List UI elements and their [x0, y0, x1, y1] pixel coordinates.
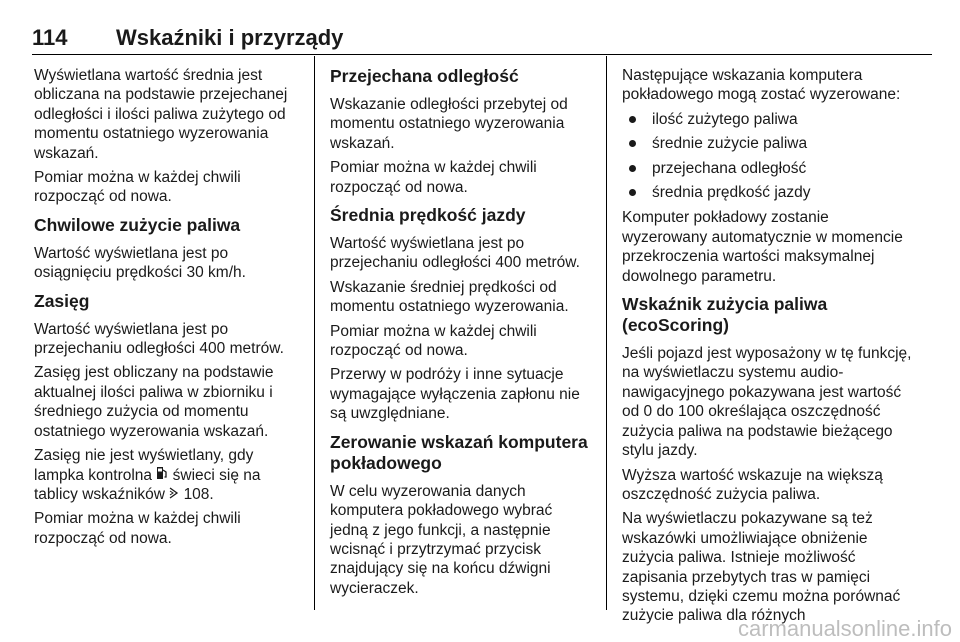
column-divider — [606, 56, 607, 610]
fuel-pump-icon — [156, 466, 168, 485]
paragraph: W celu wyzerowania danych komputera pokładowego wybrać jedną z jego funkcji, a następnie wcisnąć i przytrzymać przycisk znajdujący się na końcu dźwigni wycieraczek. — [330, 482, 553, 597]
section-heading-range: Zasięg — [34, 290, 90, 311]
section-heading-average-speed: Średnia prędkość jazdy — [330, 205, 526, 226]
section-heading-distance: Przejechana odległość — [330, 66, 519, 86]
paragraph: Na wyświetlaczu pokazywane są też wskazówki umożliwiające obniżenie zużycia paliwa. Istnieje możliwość zapisania przebytych tras w pamięci systemu, dzięki czemu można porównać zużycie paliwa dla różnych — [622, 510, 901, 625]
watermark: carmanualsonline.info — [737, 616, 952, 641]
section-heading-reset: Zerowanie wskazań komputera pokładowego — [330, 431, 588, 473]
column-1 — [34, 66, 306, 553]
paragraph: Wartość wyświetlana jest po przejechaniu odległości 400 metrów. — [330, 235, 580, 272]
list-item: ilość zużytego paliwa — [622, 110, 912, 129]
bullet-list — [622, 110, 912, 203]
paragraph: Wyższa wartość wskazuje na większą oszczędność zużycia paliwa. — [622, 466, 883, 503]
paragraph: Następujące wskazania komputera pokładowego mogą zostać wyzerowane: — [622, 67, 901, 104]
paragraph: Jeśli pojazd jest wyposażony w tę funkcję, na wyświetlaczu systemu audio-nawigacyjnego pokazywana jest wartość od 0 do 100 określająca oszczędność zużycia paliwa na podstawie bieżącego stylu jazdy. — [622, 345, 912, 460]
page-reference-link[interactable]: 108. — [183, 485, 214, 503]
section-heading-instant-consumption: Chwilowe zużycie paliwa — [34, 214, 241, 235]
paragraph: Przerwy w podróży i inne sytuacje wymagające wyłączenia zapłonu nie są uwzględniane. — [330, 366, 580, 423]
paragraph: Wskazanie średniej prędkości od momentu ostatniego wyzerowania. — [330, 278, 569, 316]
page-header — [32, 22, 932, 55]
paragraph-warning-lamp — [34, 446, 306, 504]
paragraph: Wskazanie odległości przebytej od momentu ostatniego wyzerowania wskazań. — [330, 96, 568, 152]
paragraph: Wartość wyświetlana jest po osiągnięciu prędkości 30 km/h. — [34, 244, 246, 282]
reference-arrow-icon — [169, 485, 179, 504]
paragraph: Pomiar można w każdej chwili rozpocząć od nowa. — [330, 159, 537, 196]
paragraph: Pomiar można w każdej chwili rozpocząć od nowa. — [34, 510, 241, 547]
list-item: przejechana odległość — [622, 159, 912, 178]
text: Zasięg nie jest wyświetlany, gdy lampka kontrolna — [34, 447, 254, 484]
page-number: 114 — [32, 25, 68, 50]
column-divider — [314, 56, 315, 610]
page-title: Wskaźniki i przyrządy — [116, 25, 344, 50]
paragraph: Zasięg jest obliczany na podstawie aktualnej ilości paliwa w zbiorniku i średniego zużycia od momentu ostatniego wyzerowania wskazań. — [34, 364, 274, 440]
column-2 — [330, 66, 594, 603]
list-item: średnia prędkość jazdy — [622, 183, 912, 202]
column-3 — [622, 66, 912, 631]
paragraph: Wyświetlana wartość średnia jest obliczana na podstawie przejechanej odległości i ilości paliwa zużytego od momentu ostatniego wyzerowania wskazań. — [34, 67, 288, 162]
section-heading-ecoscoring: Wskaźnik zużycia paliwa (ecoScoring) — [622, 294, 828, 336]
paragraph: Wartość wyświetlana jest po przejechaniu odległości 400 metrów. — [34, 320, 284, 358]
text: świeci się na tablicy wskaźników — [34, 466, 261, 503]
list-item: średnie zużycie paliwa — [622, 134, 912, 153]
paragraph: Pomiar można w każdej chwili rozpocząć od nowa. — [330, 322, 537, 360]
paragraph: Pomiar można w każdej chwili rozpocząć od nowa. — [34, 169, 241, 206]
paragraph: Komputer pokładowy zostanie wyzerowany automatycznie w momencie przekroczenia wartości maksymalnej dowolnego parametru. — [622, 209, 903, 285]
